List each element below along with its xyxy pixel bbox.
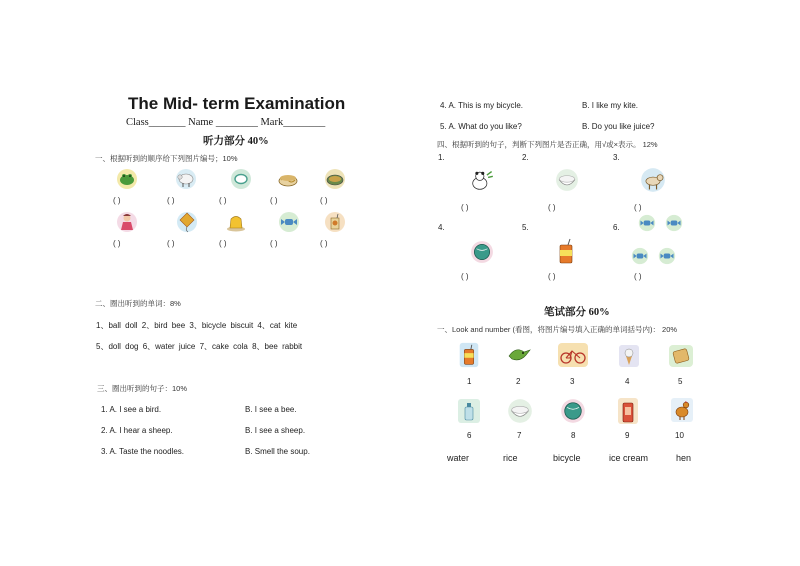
vocab-word: ice cream [609,453,649,463]
juice-can-icon [458,342,480,368]
bird-icon [506,344,532,366]
answer-paren: ( ) [461,272,469,281]
sentence-option-a: 2. A. I hear a sheep. [101,426,173,435]
juice-bottle-icon [617,397,639,425]
answer-paren: ( ) [113,239,121,248]
question-4-option-b: B. I like my kite. [582,101,639,110]
vocab-word: water [447,453,470,463]
section-3-heading: 三、圈出听到的句子：10% [97,384,188,393]
bicycle-icon [558,343,588,367]
soup-icon [324,168,346,190]
frog-icon [116,168,138,190]
item-number: 1. [438,153,445,162]
dog-icon [639,167,667,193]
panda-icon [468,168,494,194]
item-number: 6. [613,223,620,232]
picture-number: 9 [625,431,630,440]
exam-title: The Mid- term Examination [128,94,346,113]
sheep-icon [175,168,197,190]
doll-icon [116,211,138,233]
answer-paren: ( ) [219,196,227,205]
vocab-word: bicycle [553,453,581,463]
juice-can-icon [555,238,577,266]
egg-icon [230,168,252,190]
biscuit-icon [668,344,694,368]
question-4-option-a: 4. A. This is my bicycle. [440,101,523,110]
item-number: 4. [438,223,445,232]
vocab-word: hen [676,453,692,463]
answer-paren: ( ) [219,239,227,248]
picture-number: 6 [467,431,472,440]
word-choice-row-1: 1、ball doll 2、bird bee 3、bicycle biscuit 4、cat kite [96,321,298,330]
answer-paren: ( ) [113,196,121,205]
answer-paren: ( ) [548,272,556,281]
section-5-heading: 一、Look and number (看图，将图片编号填入正确的单词括号内)： 20% [437,325,678,334]
answer-paren: ( ) [320,239,328,248]
item-number: 2. [522,153,529,162]
sweet-icon [631,247,649,265]
student-info-line: Class_______ Name ________ Mark________ [126,117,326,128]
noodles-icon [277,168,299,190]
answer-paren: ( ) [461,203,469,212]
sentence-option-b: B. Smell the soup. [245,447,310,456]
kite-icon [176,211,198,233]
sweet-icon [665,214,683,232]
answer-paren: ( ) [270,239,278,248]
section-4-heading: 四、根据听到的句子，判断下列图片是否正确，用√或×表示。 12% [437,140,658,149]
sentence-option-a: 3. A. Taste the noodles. [101,447,185,456]
sentence-option-b: B. I see a bee. [245,405,297,414]
answer-paren: ( ) [320,196,328,205]
sweet-icon [658,247,676,265]
sweet-icon [278,211,300,233]
picture-number: 7 [517,431,522,440]
word-choice-row-2: 5、doll dog 6、water juice 7、cake cola 8、bee rabbit [96,342,303,351]
jelly-icon [225,211,247,233]
rice-bowl-icon [555,168,579,192]
sweet-icon [638,214,656,232]
answer-paren: ( ) [634,272,642,281]
picture-number: 8 [571,431,576,440]
answer-paren: ( ) [167,196,175,205]
ball-icon [560,398,586,424]
picture-number: 5 [678,377,683,386]
answer-paren: ( ) [167,239,175,248]
listening-part-heading: 听力部分 40% [203,136,269,147]
answer-paren: ( ) [548,203,556,212]
picture-number: 2 [516,377,521,386]
ball-icon [470,240,494,264]
section-1-heading: 一、根据听到的顺序给下列图片编号；10% [95,154,238,163]
question-5-option-b: B. Do you like juice? [582,122,655,131]
picture-number: 3 [570,377,575,386]
question-5-option-a: 5. A. What do you like? [440,122,522,131]
juice-box-icon [324,211,346,233]
hen-icon [670,397,694,423]
picture-number: 10 [675,431,684,440]
water-bottle-icon [457,398,481,424]
item-number: 3. [613,153,620,162]
answer-paren: ( ) [634,203,642,212]
sentence-option-b: B. I see a sheep. [245,426,306,435]
picture-number: 1 [467,377,472,386]
vocab-word: rice [503,453,518,463]
answer-paren: ( ) [270,196,278,205]
picture-number: 4 [625,377,630,386]
section-2-heading: 二、圈出听到的单词：8% [95,299,181,308]
item-number: 5. [522,223,529,232]
rice-bowl-icon [507,398,533,424]
sentence-option-a: 1. A. I see a bird. [101,405,162,414]
writing-part-heading: 笔试部分 60% [544,307,610,318]
ice-cream-icon [618,344,640,368]
